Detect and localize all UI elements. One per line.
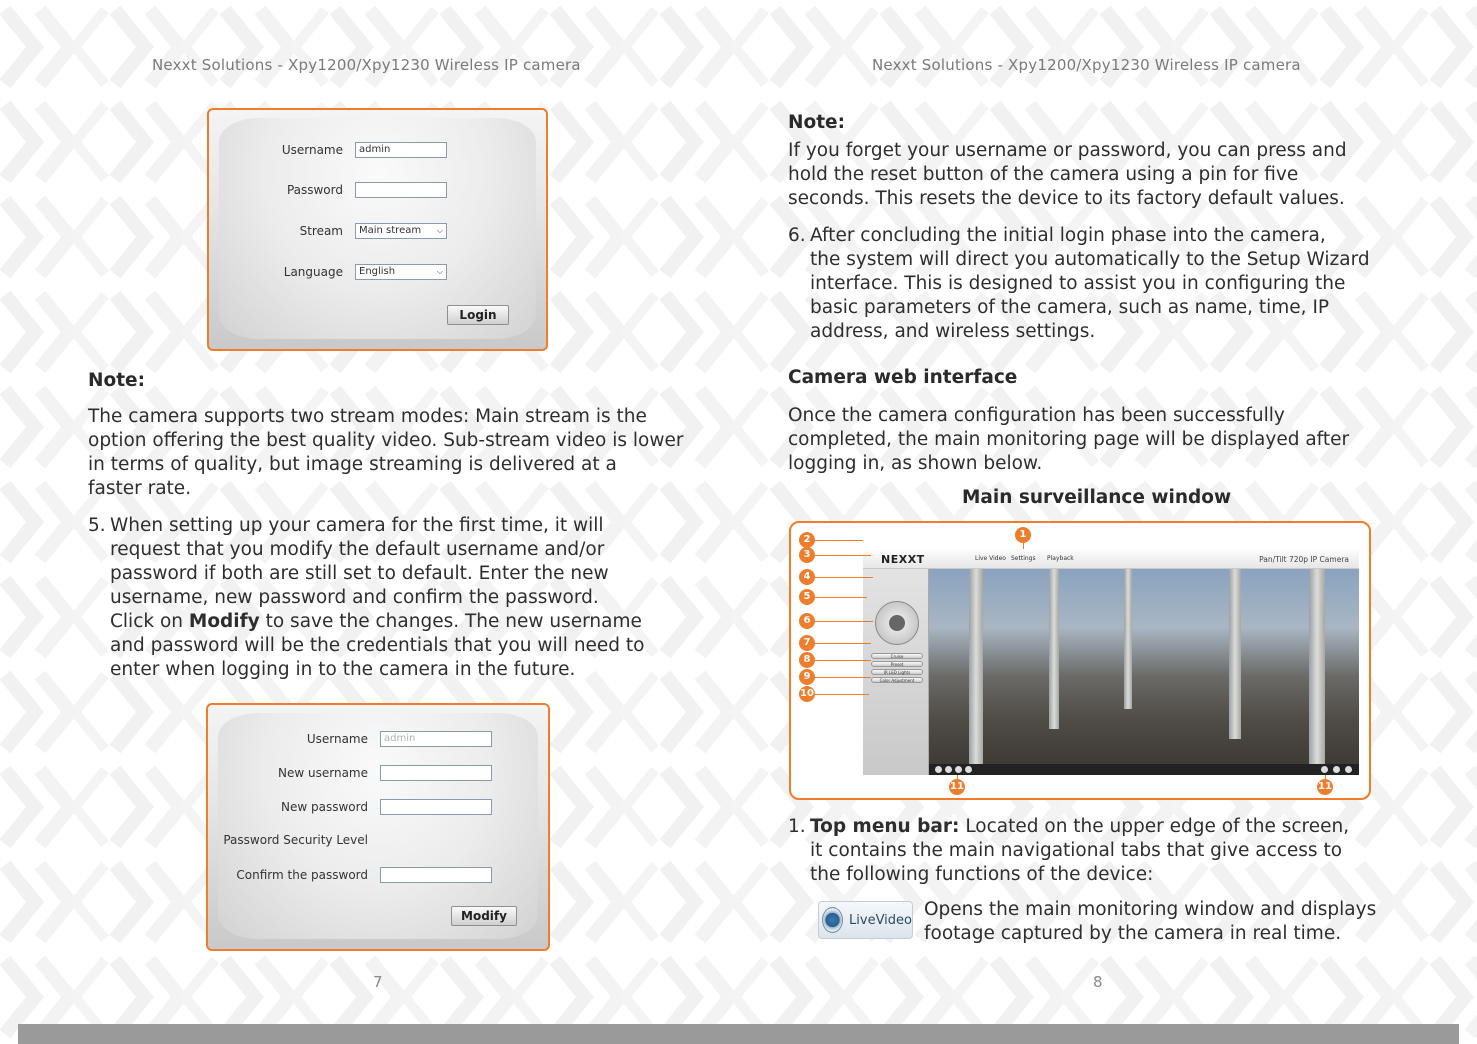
text-line: seconds. This resets the device to its factory default values. [788, 188, 1345, 209]
record-icon[interactable] [945, 766, 952, 773]
login-panel [207, 108, 548, 351]
current-username-label: Username [306, 732, 368, 746]
text-line: After concluding the initial login phase into the camera, [810, 225, 1326, 246]
fullscreen-icon[interactable] [1333, 766, 1340, 773]
preset-button[interactable]: Preset [871, 661, 923, 667]
top-menu-bar-term: Top menu bar: [810, 816, 960, 837]
password-field[interactable] [355, 182, 447, 198]
top-menu-bar [863, 549, 1359, 569]
text-line: Opens the main monitoring window and displays [924, 899, 1377, 920]
camera-title: Pan/Tilt 720p IP Camera [1259, 555, 1349, 564]
right-page [738, 0, 1477, 1020]
page-number: 8 [1093, 973, 1103, 991]
figure-caption: Main surveillance window [962, 487, 1232, 508]
text-line: interface. This is designed to assist you in configuring the [810, 273, 1346, 294]
callout-5: 5 [799, 589, 815, 605]
text-line: completed, the main monitoring page will be displayed after [788, 429, 1350, 450]
callout-11-right: 11 [1317, 779, 1333, 795]
section-intro-text [788, 404, 1428, 476]
chevron-down-icon: ⌵ [436, 267, 443, 276]
text-line: option offering the best quality video. Sub-stream video is lower [88, 430, 684, 451]
confirm-password-label: Confirm the password [236, 868, 368, 882]
talk-icon[interactable] [965, 766, 972, 773]
callout-6: 6 [799, 613, 815, 629]
step-number: 6. [788, 225, 806, 246]
text-line: footage captured by the camera in real time. [924, 923, 1342, 944]
live-video-icon-label: LiveVideo [849, 912, 912, 928]
new-password-label: New password [281, 800, 368, 814]
text-line: password if both are still set to default. Enter the new [110, 563, 609, 584]
callout-8: 8 [799, 652, 815, 668]
text-line: faster rate. [88, 478, 192, 499]
live-video-description [924, 898, 1444, 946]
text-line: in terms of quality, but image streaming is delivered at a [88, 454, 617, 475]
login-button[interactable]: Login [447, 305, 509, 325]
text-line: logging in, as shown below. [788, 453, 1043, 474]
settings-icon[interactable] [1345, 766, 1352, 773]
callout-10: 10 [799, 686, 815, 702]
text-line: enter when logging in to the camera in the future. [110, 659, 576, 680]
current-username-field[interactable]: admin [380, 731, 492, 747]
text-line: and password will be the credentials that you will need to [110, 635, 645, 656]
text-line: username, new password and confirm the password. [110, 587, 599, 608]
new-username-label: New username [278, 766, 368, 780]
text-line: the system will direct you automatically to the Setup Wizard [810, 249, 1370, 270]
callout-2: 2 [799, 532, 815, 548]
password-label: Password [286, 183, 343, 197]
text-line: Once the camera configuration has been successfully [788, 405, 1285, 426]
new-username-field[interactable] [380, 765, 492, 781]
zoom-icon[interactable] [1321, 766, 1328, 773]
modify-button[interactable]: Modify [451, 906, 517, 926]
confirm-password-field[interactable] [380, 867, 492, 883]
tab-playback[interactable]: Playback [1047, 555, 1074, 562]
control-sidebar [863, 569, 929, 775]
text-line: Click on Modify to save the changes. The new username [110, 611, 642, 632]
modify-credentials-panel [206, 703, 550, 951]
text-line: Top menu bar: Located on the upper edge of the screen, [810, 816, 1350, 837]
username-field[interactable]: admin [355, 142, 447, 158]
tab-live-video[interactable]: Live Video [975, 555, 1006, 562]
cruise-button[interactable]: Cruise [871, 653, 923, 659]
page-number: 7 [373, 973, 383, 991]
live-video-feed [929, 569, 1359, 764]
section-heading: Camera web interface [788, 367, 1018, 388]
stream-note-text [88, 405, 698, 501]
callout-1: 1 [1015, 527, 1031, 543]
video-toolbar [929, 764, 1359, 775]
text-line: address, and wireless settings. [810, 321, 1096, 342]
running-head: Nexxt Solutions - Xpy1200/Xpy1230 Wireless IP camera [872, 56, 1301, 74]
camera-icon [822, 907, 843, 933]
ir-led-button[interactable]: IR LED Lights [871, 669, 923, 675]
live-video-tab-icon[interactable] [818, 901, 913, 939]
security-level-label: Password Security Level [223, 833, 368, 847]
text-line: it contains the main navigational tabs that give access to [810, 840, 1343, 861]
language-select[interactable] [355, 264, 447, 280]
text-line: hold the reset button of the camera using a pin for five [788, 164, 1299, 185]
item-1-top-menu-bar [788, 815, 1448, 887]
reset-note-text [788, 139, 1428, 211]
main-surveillance-window-figure [789, 521, 1371, 800]
text-line: If you forget your username or password, you can press and [788, 140, 1347, 161]
item-number: 1. [788, 816, 806, 837]
new-password-field[interactable] [380, 799, 492, 815]
stream-select-value: Main stream [359, 225, 422, 236]
callout-4: 4 [799, 569, 815, 585]
note-heading: Note: [788, 112, 845, 133]
text-line: the following functions of the device: [810, 864, 1154, 885]
text-line: When setting up your camera for the first time, it will [110, 515, 604, 536]
language-label: Language [283, 265, 343, 279]
stream-label: Stream [299, 224, 343, 238]
text-line: request that you modify the default username and/or [110, 539, 605, 560]
snapshot-icon[interactable] [935, 766, 942, 773]
callout-9: 9 [799, 669, 815, 685]
step-number: 5. [88, 515, 106, 536]
nexxt-logo: NEXXT [881, 553, 925, 566]
callout-7: 7 [799, 635, 815, 651]
left-page [0, 0, 738, 1020]
chevron-down-icon: ⌵ [436, 226, 443, 235]
ptz-control-icon[interactable] [875, 601, 919, 645]
audio-icon[interactable] [955, 766, 962, 773]
step-5 [88, 514, 688, 682]
note-heading: Note: [88, 370, 145, 391]
text-line: basic parameters of the camera, such as name, time, IP [810, 297, 1330, 318]
step-6 [788, 224, 1448, 344]
modify-keyword: Modify [188, 611, 260, 632]
tab-settings[interactable]: Settings [1011, 555, 1036, 562]
callout-11-left: 11 [949, 779, 965, 795]
text-line: The camera supports two stream modes: Main stream is the [88, 406, 647, 427]
color-adjustment-button[interactable]: Color Adjustment [871, 677, 923, 683]
callout-3: 3 [799, 547, 815, 563]
language-select-value: English [359, 266, 396, 277]
running-head: Nexxt Solutions - Xpy1200/Xpy1230 Wireless IP camera [152, 56, 581, 74]
bottom-bar [18, 1024, 1459, 1044]
stream-select[interactable] [355, 223, 447, 239]
username-label: Username [281, 143, 343, 157]
